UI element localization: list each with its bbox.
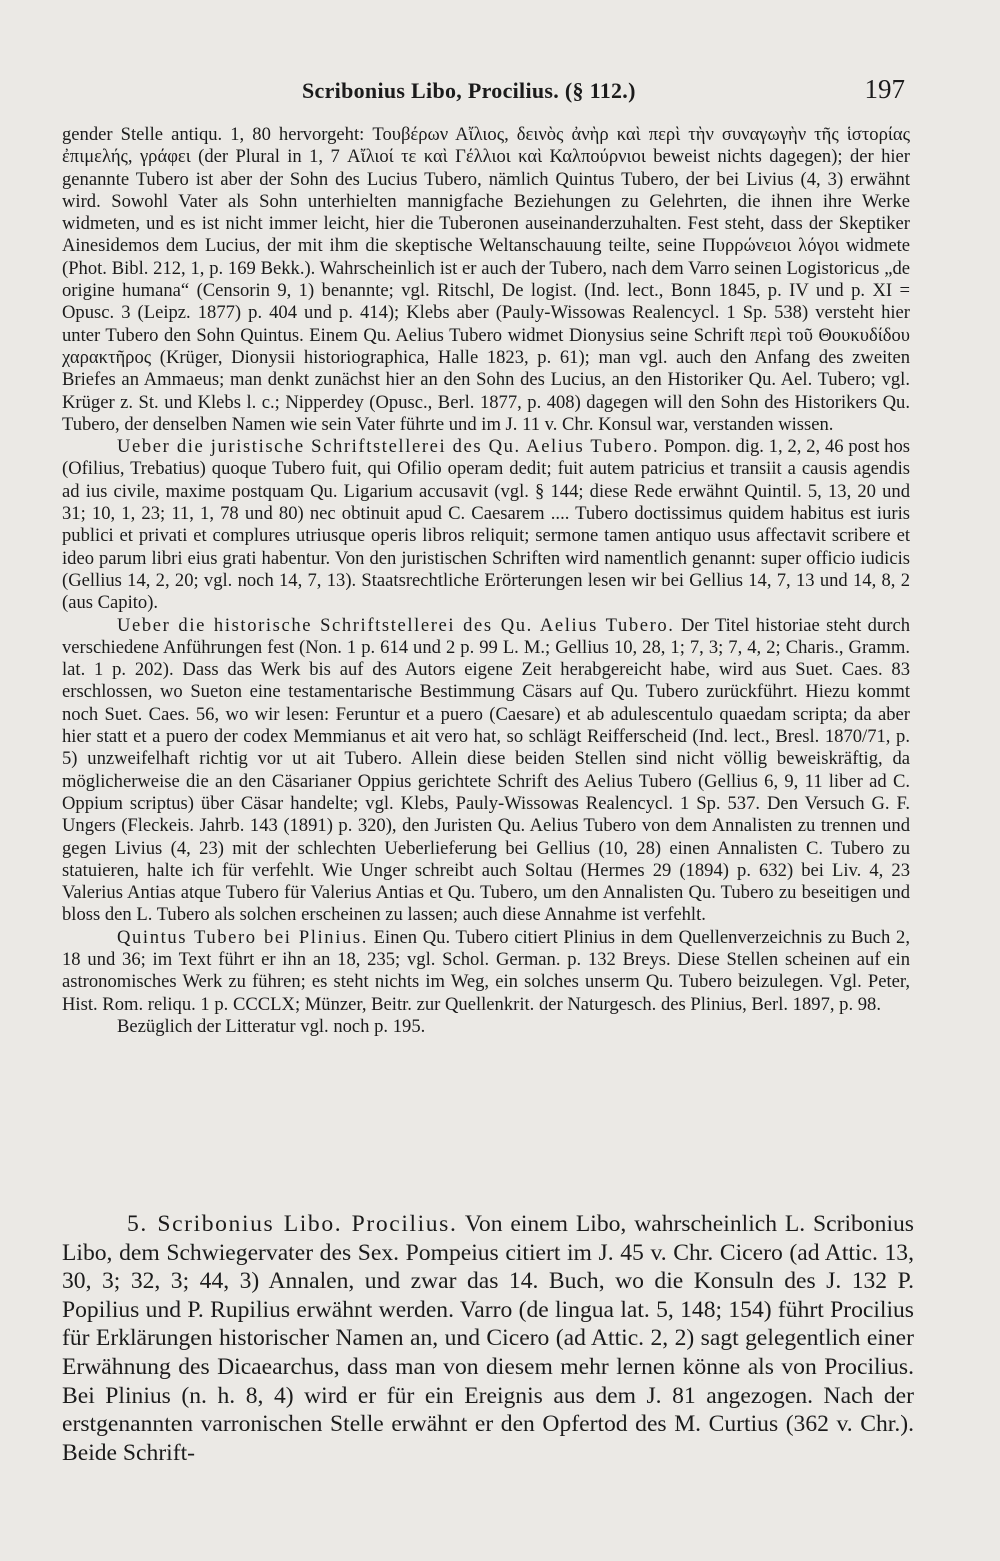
annotation-block <box>62 124 910 1038</box>
paragraph-heading: Ueber die historische Schriftstellerei des Qu. Aelius Tubero. <box>117 614 675 636</box>
paragraph-heading: Ueber die juristische Schriftstellerei des Qu. Aelius Tubero. <box>117 436 660 458</box>
paragraph-text: Pompon. dig. 1, 2, 2, 46 post hos (Ofilius, Trebatius) quoque Tubero fuit, qui Ofilio operam dedit; fuit autem patricius et transiit a causis agendis ad ius civile, maxime postquam Qu. Ligarium accusavit (vgl. § 144; diese Rede erwähnt Quintil. 5, 13, 20 und 31; 10, 1, 23; 11, 1, 78 und 80) nec obtinuit apud C. Caesarem .... Tubero doctissimus quidem habitus est iuris publici et privati et complures utriusque operis libros reliquit; sermone tamen antiquo usus affectavit scribere et ideo parum libri eius grati habentur. Von den juristischen Schriften wird namentlich genannt: super officio iudicis (Gellius 14, 2, 20; vgl. noch 14, 7, 13). Staatsrechtliche Erörterungen lesen wir bei Gellius 14, 7, 13 und 14, 8, 2 (aus Capito). <box>62 436 910 614</box>
section-scribonius <box>62 1210 914 1467</box>
paragraph-text: Einen Qu. Tubero citiert Plinius in dem Quellenverzeichnis zu Buch 2, 18 und 36; im Text führt er ihn an 18, 235; vgl. Schol. German. p. 132 Breys. Diese Stellen scheinen auf ein astronomisches Werk zu führen; es steht nichts im Weg, ein solches unserm Qu. Tubero beizulegen. Vgl. Peter, Hist. Rom. reliqu. 1 p. CCCLX; Münzer, Beitr. zur Quellenkrit. der Naturgesch. des Plinius, Berl. 1897, p. 98. <box>62 926 910 1015</box>
section-text: Von einem Libo, wahrscheinlich L. Scribonius Libo, dem Schwiegervater des Sex. Pompeius citiert im J. 45 v. Chr. Cicero (ad Attic. 13, 30, 3; 32, 3; 44, 3) Annalen, und zwar das 14. Buch, wo die Konsuln des J. 132 P. Popilius und P. Rupilius erwähnt werden. Varro (de lingua lat. 5, 148; 154) führt Procilius für Erklärungen historischer Namen an, und Cicero (ad Attic. 2, 2) sagt gelegentlich einer Erwähnung des Dicaearchus, dass man von diesem mehr lernen könne als von Procilius. Bei Plinius (n. h. 8, 4) wird er für ein Ereignis aus dem J. 81 angezogen. Nach der erstgenannten varronischen Stelle erwähnt er den Opfertod des M. Curtius (362 v. Chr.). Beide Schrift- <box>62 1211 914 1466</box>
running-title: Scribonius Libo, Procilius. (§ 112.) <box>302 78 636 103</box>
paragraph-plinius <box>62 927 910 1016</box>
paragraph-historisch <box>62 615 910 927</box>
main-text-block <box>62 1210 914 1467</box>
section-heading: 5. Scribonius Libo. Procilius. <box>127 1211 458 1237</box>
paragraph-heading: Quintus Tubero bei Plinius. <box>117 926 368 948</box>
paragraph-antiquitates: gender Stelle antiqu. 1, 80 hervorgeht: Τουβέρων Αἴλιος, δεινὸς ἀνὴρ καὶ περὶ τὴν συναγωγὴν τῆς ἱστορίας ἐπιμελής, γράφει (der Plural in 1, 7 Αἴλιοί τε καὶ Γέλλιοι καὶ Καλπούρνιοι beweist nichts dagegen); der hier genannte Tubero ist aber der Sohn des Lucius Tubero, nämlich Quintus Tubero, der bei Livius (4, 3) erwähnt wird. Sowohl Vater als Sohn unterhielten mannigfache Beziehungen zu Gelehrten, die ihnen ihre Werke widmeten, und es ist nicht immer leicht, hier die Tuberonen auseinanderzuhalten. Fest steht, dass der Skeptiker Ainesidemos dem Lucius, der mit ihm die skeptische Weltanschauung teilte, seine Πυρρώνειοι λόγοι widmete (Phot. Bibl. 212, 1, p. 169 Bekk.). Wahrscheinlich ist er auch der Tubero, nach dem Varro seinen Logistoricus „de origine humana“ (Censorin 9, 1) benannte; vgl. Ritschl, De logist. (Ind. lect., Bonn 1845, p. IV und p. XI = Opusc. 3 (Leipz. 1877) p. 404 und p. 414); Klebs aber (Pauly-Wissowas Realencycl. 1 Sp. 538) versteht hier unter Tubero den Sohn Quintus. Einem Qu. Aelius Tubero widmet Dionysius seine Schrift περὶ τοῦ Θουκυδίδου χαρακτῆρος (Krüger, Dionysii historiographica, Halle 1823, p. 61); man vgl. auch den Anfang des zweiten Briefes an Ammaeus; man denkt zunächst hier an den Sohn des Lucius, an den Historiker Qu. Ael. Tubero; vgl. Krüger z. St. und Klebs l. c.; Nipperdey (Opusc., Berl. 1877, p. 408) dagegen will den Sohn des Historikers Qu. Tubero, der denselben Namen wie sein Vater führte und im J. 11 v. Chr. Konsul war, verstanden wissen. <box>62 124 910 435</box>
page-number: 197 <box>864 74 905 104</box>
page-header <box>302 74 905 114</box>
paragraph-juristisch <box>62 436 910 614</box>
paragraph-litteratur: Bezüglich der Litteratur vgl. noch p. 195. <box>117 1015 426 1037</box>
paragraph-text: Der Titel historiae steht durch verschiedene Anführungen fest (Non. 1 p. 614 und 2 p. 99 L. M.; Gellius 10, 28, 1; 7, 3; 7, 4, 2; Charis., Gramm. lat. 1 p. 202). Dass das Werk bis auf des Autors eigene Zeit herabgereicht habe, wird aus Suet. Caes. 83 erschlossen, wo Sueton eine testamentarische Bestimmung Cäsars auf Qu. Tubero zurückführt. Hiezu kommt noch Suet. Caes. 56, wo wir lesen: Feruntur et a puero (Caesare) et ab adulescentulo quaedam scripta; da aber hier statt et a puero der codex Memmianus et ait vero hat, so schlägt Reifferscheid (Ind. lect., Bresl. 1870/71, p. 5) unzweifelhaft richtig vor ut ait Tubero. Allein diese beiden Stellen sind nicht völlig beweiskräftig, da möglicherweise die an den Cäsarianer Oppius gerichtete Schrift des Aelius Tubero (Gellius 6, 9, 11 liber ad C. Oppium scriptus) über Cäsar handelte; vgl. Klebs, Pauly-Wissowas Realencycl. 1 Sp. 537. Den Versuch G. F. Ungers (Fleckeis. Jahrb. 143 (1891) p. 320), den Juristen Qu. Aelius Tubero von dem Annalisten zu trennen und gegen Livius (4, 23) mit der schlechten Ueberlieferung bei Gellius (10, 28) einen Annalisten C. Tubero zu statuieren, halte ich für verfehlt. Wie Unger schreibt auch Soltau (Hermes 29 (1894) p. 632) bei Liv. 4, 23 Valerius Antias atque Tubero für Valerius Antias et Qu. Tubero, um den Annalisten Qu. Tubero zu beseitigen und bloss den L. Tubero als solchen erscheinen zu lassen; auch diese Annahme ist verfehlt. <box>62 614 910 926</box>
